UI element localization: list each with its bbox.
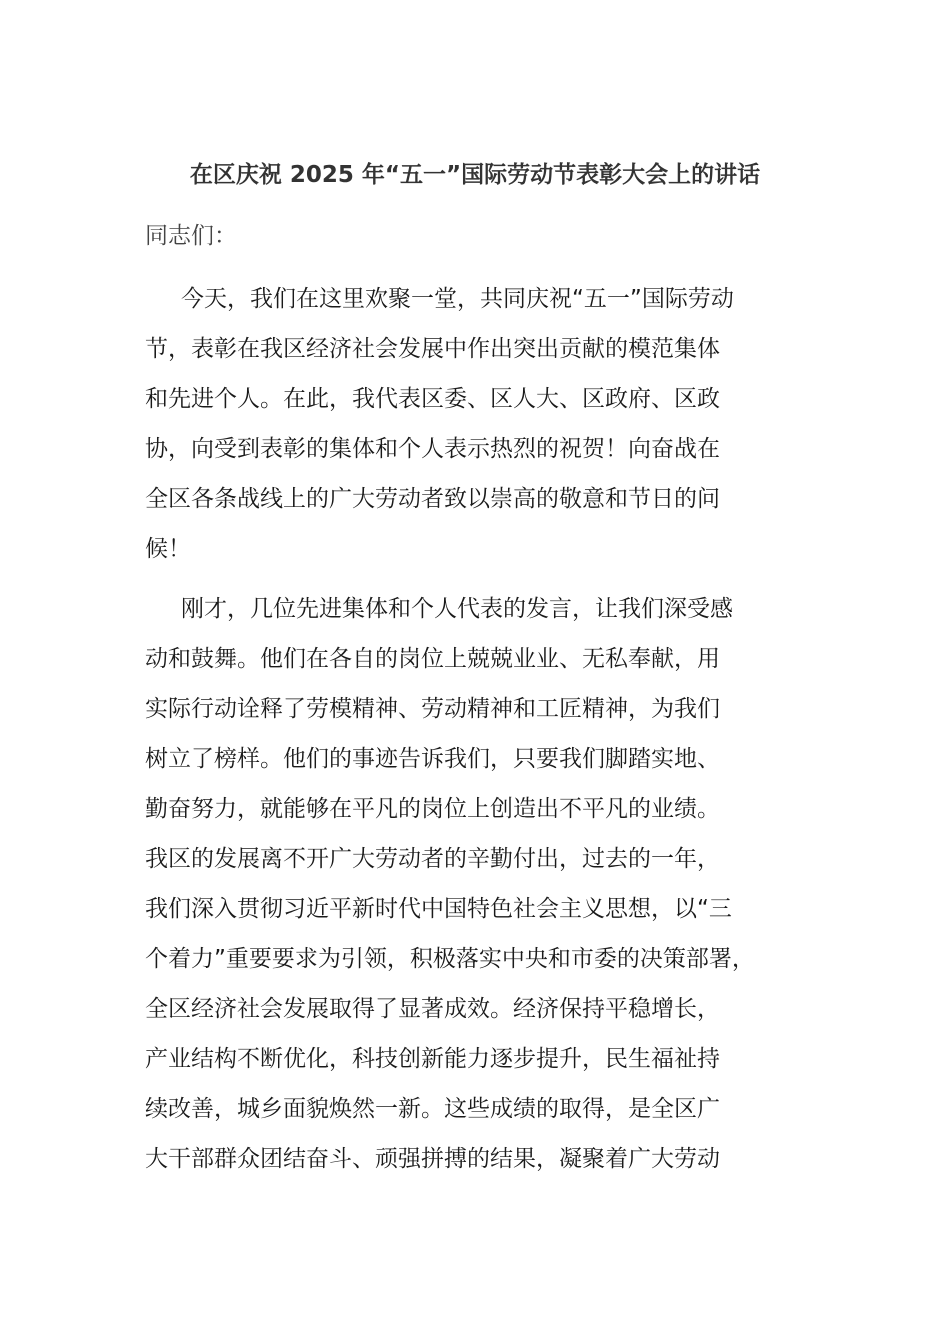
paragraph-line: 刚才，几位先进集体和个人代表的发言，让我们深受感 (181, 596, 733, 622)
paragraph-line: 协，向受到表彰的集体和个人表示热烈的祝贺！向奋战在 (145, 436, 720, 462)
paragraph-line: 产业结构不断优化，科技创新能力逐步提升，民生福祉持 (145, 1046, 720, 1072)
paragraph-line: 我区的发展离不开广大劳动者的辛勤付出，过去的一年， (145, 846, 720, 872)
salutation: 同志们： (145, 223, 237, 249)
paragraph-line: 实际行动诠释了劳模精神、劳动精神和工匠精神，为我们 (145, 696, 720, 722)
paragraph-2 (145, 584, 825, 1184)
paragraph-line: 全区经济社会发展取得了显著成效。经济保持平稳增长， (145, 996, 720, 1022)
paragraph-line: 续改善，城乡面貌焕然一新。这些成绩的取得，是全区广 (145, 1096, 720, 1122)
paragraph-line: 候！ (145, 536, 191, 562)
document-title: 在区庆祝 2025 年“五一”国际劳动节表彰大会上的讲话 (189, 162, 761, 188)
paragraph-1 (145, 274, 825, 574)
paragraph-line: 动和鼓舞。他们在各自的岗位上兢兢业业、无私奉献，用 (145, 646, 720, 672)
paragraph-line: 勤奋努力，就能够在平凡的岗位上创造出不平凡的业绩。 (145, 796, 720, 822)
paragraph-line: 今天，我们在这里欢聚一堂，共同庆祝“五一”国际劳动 (181, 286, 734, 312)
paragraph-line: 我们深入贯彻习近平新时代中国特色社会主义思想，以“三 (145, 896, 732, 922)
paragraph-line: 树立了榜样。他们的事迹告诉我们，只要我们脚踏实地、 (145, 746, 720, 772)
paragraph-line: 个着力”重要要求为引领，积极落实中央和市委的决策部署， (145, 946, 755, 972)
paragraph-line: 和先进个人。在此，我代表区委、区人大、区政府、区政 (145, 386, 720, 412)
paragraph-line: 全区各条战线上的广大劳动者致以崇高的敬意和节日的问 (145, 486, 720, 512)
paragraph-line: 大干部群众团结奋斗、顽强拼搏的结果，凝聚着广大劳动 (145, 1146, 720, 1172)
paragraph-line: 节，表彰在我区经济社会发展中作出突出贡献的模范集体 (145, 336, 720, 362)
